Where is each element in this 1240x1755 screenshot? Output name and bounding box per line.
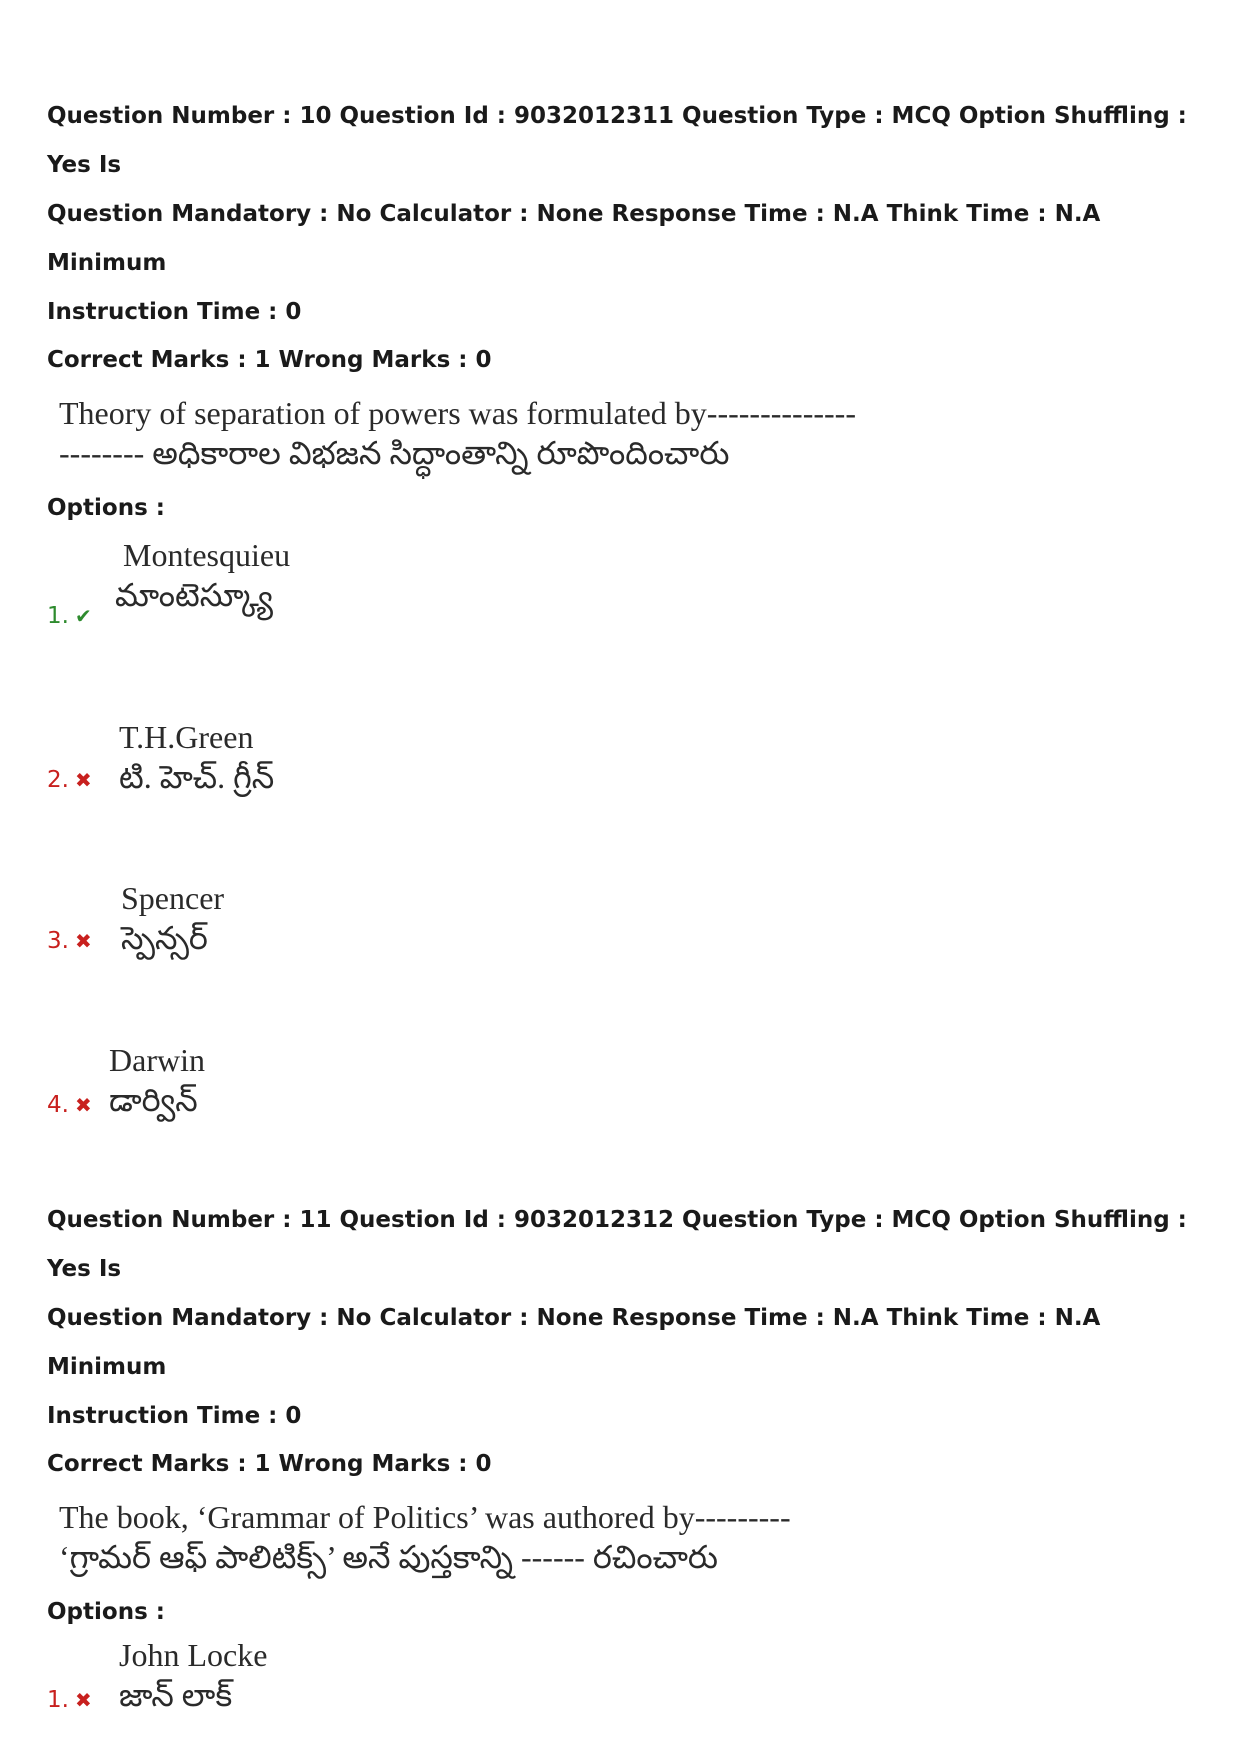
- question-stem-telugu: ‘గ్రామర్ ఆఫ్ పాలిటిక్స్’ అనే పుస్తకాన్ని ------ రచించారు: [59, 1539, 718, 1575]
- cross-icon: ✖: [74, 768, 92, 792]
- question-stem-telugu: -------- అధికారాల విభజన సిద్ధాంతాన్ని రూపొందించారు: [59, 435, 730, 471]
- option-number: [47, 1092, 92, 1118]
- cross-icon: ✖: [74, 1688, 92, 1712]
- option-2: [47, 695, 1207, 858]
- option-text-telugu: స్పెన్సర్: [121, 920, 208, 956]
- option-text: [119, 1635, 267, 1715]
- question-meta-line: Instruction Time : 0: [47, 1403, 302, 1429]
- option-number-label: 3.: [47, 928, 69, 954]
- option-text: [109, 1040, 205, 1120]
- option-number-label: 1.: [47, 1687, 69, 1713]
- option-text-telugu: టి. హెచ్. గ్రీన్: [119, 759, 275, 795]
- option-number-label: 1.: [47, 603, 69, 629]
- question-stem-english: Theory of separation of powers was formulated by--------------: [59, 395, 856, 431]
- option-text: [115, 535, 290, 615]
- question-meta-line: Instruction Time : 0: [47, 299, 302, 325]
- question-block-11: [47, 1196, 1207, 1745]
- marks-line: Correct Marks : 1 Wrong Marks : 0: [47, 347, 492, 373]
- question-stem-english: The book, ‘Grammar of Politics’ was authored by---------: [59, 1499, 791, 1535]
- cross-icon: ✖: [74, 929, 92, 953]
- option-text-english: Montesquieu: [123, 537, 291, 573]
- question-meta-line: Question Mandatory : No Calculator : None Response Time : N.A Think Time : N.A Minimum: [47, 201, 1101, 276]
- option-text-telugu: డార్విన్: [109, 1082, 198, 1118]
- option-number-label: 4.: [47, 1092, 69, 1118]
- option-text: [119, 717, 274, 797]
- question-meta-line: Question Mandatory : No Calculator : None Response Time : N.A Think Time : N.A Minimum: [47, 1305, 1101, 1380]
- marks-line: Correct Marks : 1 Wrong Marks : 0: [47, 1451, 492, 1477]
- option-number-label: 2.: [47, 767, 69, 793]
- option-1: [47, 1635, 1207, 1745]
- option-number: [47, 767, 92, 793]
- option-number: [47, 1687, 92, 1713]
- question-meta-line: Question Number : 10 Question Id : 9032012311 Question Type : MCQ Option Shuffling : Yes Is: [47, 103, 1187, 178]
- option-1: [47, 535, 1207, 695]
- check-icon: ✔: [74, 604, 92, 628]
- option-3: [47, 858, 1207, 1020]
- option-text-english: Spencer: [121, 880, 225, 916]
- question-block-10: [47, 92, 1207, 1180]
- option-number: [47, 603, 92, 629]
- question-stem: [47, 1497, 1207, 1577]
- question-stem: [47, 393, 1207, 473]
- option-number: [47, 928, 92, 954]
- options-label: Options :: [47, 1599, 165, 1625]
- option-text-telugu: మాంటెస్క్యూ: [115, 577, 273, 613]
- question-meta-line: Question Number : 11 Question Id : 9032012312 Question Type : MCQ Option Shuffling : Yes Is: [47, 1207, 1187, 1282]
- options-label: Options :: [47, 495, 165, 521]
- option-4: [47, 1020, 1207, 1180]
- cross-icon: ✖: [74, 1093, 92, 1117]
- option-text-english: Darwin: [109, 1042, 205, 1078]
- option-text-english: John Locke: [119, 1637, 268, 1673]
- option-text-english: T.H.Green: [119, 719, 254, 755]
- option-text: [121, 878, 224, 958]
- option-text-telugu: జాన్ లాక్: [119, 1677, 233, 1713]
